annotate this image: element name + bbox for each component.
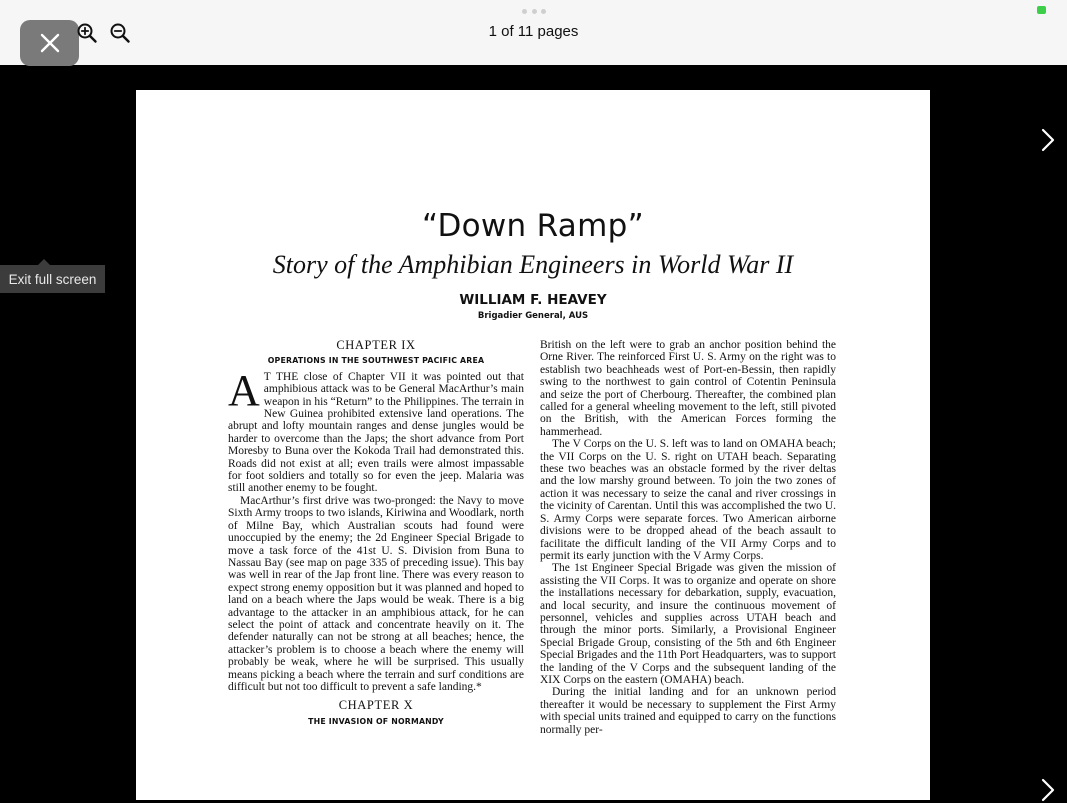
paragraph: MacArthur’s first drive was two-pronged: the Navy to move Sixth Army troops to two islands, Kiriwina and Woodlark, north of Milne Bay, which Australian scouts had found were unoccupied by the enemy; the 2d Engineer Special Brigade to move a task force of the 41st U. S. Division from Buna to Nassau Bay (see map on page 335 of preceding issue). This bay was well in rear of the Jap front line. There was every reason to expect strong enemy opposition but it was planned and hoped to land on a beach where the Japs would be weak. There is a big advantage to the attacker in an amphibious attack, for he can select the point of attack and concentrate heavily on it. The defender naturally can not be strong at all beaches; hence, the attacker’s problem is to choose a beach where the enemy will probably be weak, where he will be surprised. This usually means picking a beach where the terrain and surf conditions are difficult but not too difficult to prevent a safe landing.*	[228, 494, 524, 693]
chapter-heading: CHAPTER IX	[336, 338, 416, 352]
next-page-arrow-icon[interactable]	[1038, 127, 1058, 153]
article-title: “Down Ramp”	[422, 208, 644, 244]
section-heading: THE INVASION OF NORMANDY	[308, 716, 444, 726]
article-author: WILLIAM F. HEAVEY	[459, 292, 607, 308]
paragraph: A T THE close of Chapter VII it was pointed out that amphibious attack was to be General MacArthur’s main weapon in his “Return” to the Philippines. The terrain in New Guinea prohibited extensive land operations. The abrupt and lofty mountain ranges and dense jungles would be harder to overcome than the Japs; the short advance from Port Moresby to Buna over the Kokoda Trail had demonstrated this. Roads did not exist at all; even trails were almost impassable for foot soldiers and totally so for even the jeep. Malaria was still another enemy to be fought.	[228, 365, 524, 495]
section-heading: OPERATIONS IN THE SOUTHWEST PACIFIC AREA	[267, 356, 485, 366]
window-grabber[interactable]	[522, 9, 546, 14]
chapter-heading: CHAPTER X	[338, 698, 414, 713]
text-column-left	[228, 339, 524, 731]
drop-cap: A	[228, 365, 260, 415]
paragraph: The 1st Engineer Special Brigade was given the mission of assisting the VII Corps. It was to organize and operate on shore the installations necessary for debarkation, supply, evacuation, and local security, and insure the continuous movement of personnel, vehicles and supplies across UTAH beach and through the minor ports. Similarly, a Provisional Engineer Special Brigade Group, consisting of the 5th and 6th Engineer Special Brigades and the 11th Port Headquarters, was to support the landing of the V Corps and the subsequent landing of the XIX Corps on the eastern (OMAHA) beach.	[540, 562, 836, 686]
document-page	[136, 90, 930, 800]
recording-indicator-icon	[1037, 6, 1046, 14]
article-subtitle: Story of the Amphibian Engineers in World War II	[272, 250, 794, 279]
paragraph: During the initial landing and for an unknown period thereafter it would be necessary to supplement the First Army with special units trained and equipped to carry on the functions normally per-	[540, 686, 836, 736]
text-column-right	[540, 339, 836, 736]
viewer-toolbar	[0, 0, 1067, 65]
paragraph: The V Corps on the U. S. left was to land on OMAHA beach; the VII Corps on the U. S. right on UTAH beach. Separating these two beaches was an obstacle formed by the river deltas and the low marshy ground between. To join the two zones of action it was necessary to seize the canal and river crossings in the vicinity of Carentan. Until this was accomplished the two U. S. Army Corps were separate forces. Two American airborne divisions were to be dropped ahead of the beach assault to facilitate the difficult landing of the VII Army Corps and to permit its early junction with the V Army Corps.	[540, 438, 836, 562]
page-count-label: 1 of 11 pages	[488, 23, 579, 40]
paragraph: British on the left were to grab an anchor position behind the Orne River. The reinforced First U. S. Army on the right was to establish two beachheads west of Port-en-Bessin, then rapidly swing to the northwest to gain control of Cotentin Peninsula and seize the port of Cherbourg. Thereafter, the combined plan called for a general wheeling movement to the left, still pivoted on the British, with the American Forces forming the hammerhead.	[540, 339, 836, 438]
next-page-arrow-bottom-icon[interactable]	[1038, 777, 1058, 803]
exit-fullscreen-tooltip: Exit full screen	[0, 265, 105, 293]
author-rank: Brigadier General, AUS	[477, 311, 589, 321]
